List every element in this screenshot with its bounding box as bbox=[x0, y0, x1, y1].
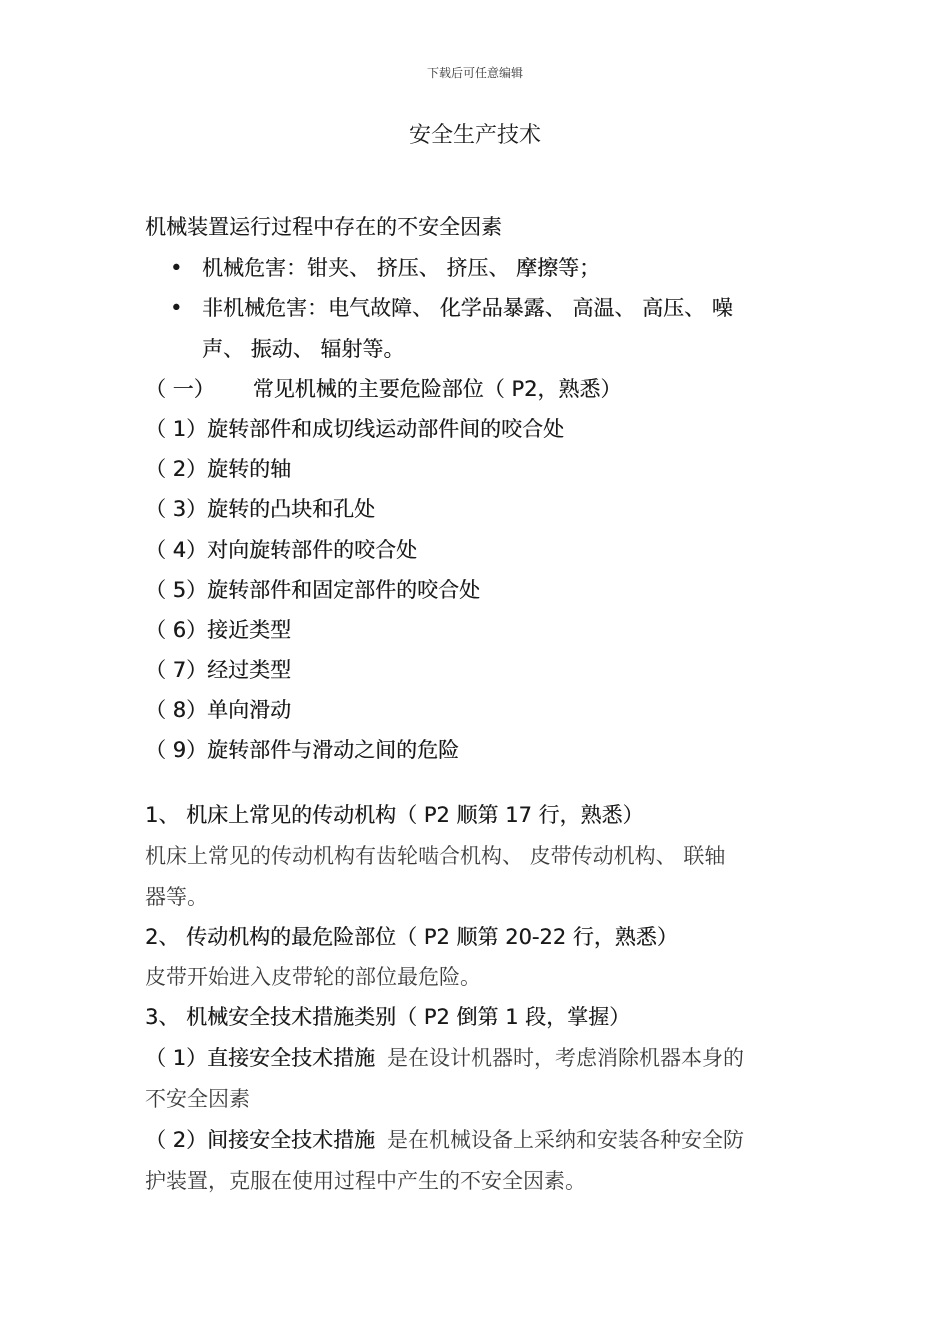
list-item: （ 5）旋转部件和固定部件的咬合处 bbox=[145, 578, 481, 602]
list-item: （ 1）旋转部件和成切线运动部件间的咬合处 bbox=[145, 417, 565, 441]
q3-item-2-cont: 护装置，克服在使用过程中产生的不安全因素。 bbox=[145, 1169, 586, 1193]
q3-item-1-text: 是在设计机器时，考虑消除机器本身的 bbox=[387, 1046, 745, 1070]
list-item: （ 7）经过类型 bbox=[145, 658, 292, 682]
intro-heading: 机械装置运行过程中存在的不安全因素 bbox=[145, 215, 502, 239]
list-item: （ 6）接近类型 bbox=[145, 618, 292, 642]
list-item: （ 3）旋转的凸块和孔处 bbox=[145, 497, 376, 521]
bullet-item bbox=[170, 293, 810, 323]
bullet-continuation: 声、 振动、 辐射等。 bbox=[202, 337, 405, 361]
q1-answer-cont: 器等。 bbox=[145, 885, 208, 909]
list-item: （ 4）对向旋转部件的咬合处 bbox=[145, 538, 418, 562]
q2-heading: 2、 传动机构的最危险部位（ P2 顺第 20-22 行，熟悉） bbox=[145, 925, 678, 949]
q3-heading: 3、 机械安全技术措施类别（ P2 倒第 1 段，掌握） bbox=[145, 1005, 631, 1029]
bullet-text: 机械危害：钳夹、 挤压、 挤压、 摩擦等； bbox=[202, 256, 601, 280]
bullet-text: 非机械危害：电气故障、 化学品暴露、 高温、 高压、 噪 bbox=[202, 296, 733, 320]
q3-item-2-label: （ 2）间接安全技术措施 bbox=[145, 1128, 376, 1152]
bullet-icon: • bbox=[170, 256, 183, 280]
q3-item-2-text: 是在机械设备上采纳和安装各种安全防 bbox=[387, 1128, 745, 1152]
q3-item-1 bbox=[145, 1043, 810, 1073]
q3-item-1-cont: 不安全因素 bbox=[145, 1087, 250, 1111]
section-prefix: （ 一） bbox=[145, 377, 215, 401]
section-one-heading bbox=[145, 374, 810, 404]
q3-item-2 bbox=[145, 1125, 810, 1155]
header-note: 下载后可任意编辑 bbox=[426, 66, 523, 80]
q2-answer: 皮带开始进入皮带轮的部位最危险。 bbox=[145, 965, 481, 989]
section-text: 常见机械的主要危险部位（ P2，熟悉） bbox=[252, 377, 622, 401]
bullet-icon: • bbox=[170, 296, 183, 320]
page-title: 安全生产技术 bbox=[408, 123, 541, 148]
list-item: （ 9）旋转部件与滑动之间的危险 bbox=[145, 738, 460, 762]
q3-item-1-label: （ 1）直接安全技术措施 bbox=[145, 1046, 376, 1070]
bullet-item bbox=[170, 253, 810, 283]
q1-answer: 机床上常见的传动机构有齿轮啮合机构、 皮带传动机构、 联轴 bbox=[145, 844, 726, 868]
list-item: （ 2）旋转的轴 bbox=[145, 457, 292, 481]
list-item: （ 8）单向滑动 bbox=[145, 698, 292, 722]
q1-heading: 1、 机床上常见的传动机构（ P2 顺第 17 行，熟悉） bbox=[145, 803, 644, 827]
